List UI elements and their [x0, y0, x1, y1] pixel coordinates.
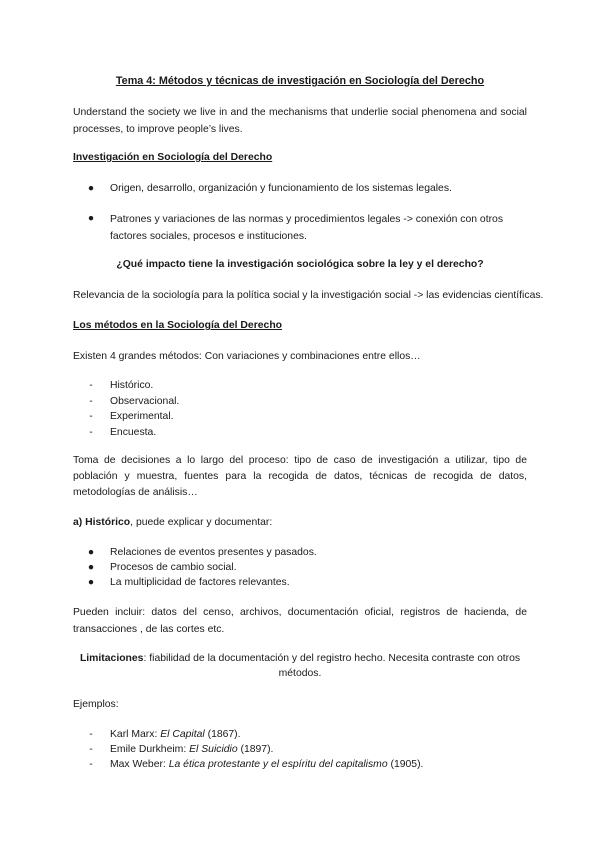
example-year: (1905).	[387, 759, 424, 770]
decisions-paragraph: Toma de decisiones a lo largo del proceso: tipo de caso de investigación a utilizar, tipo de población y muestra, fuentes para la recogida de datos, técnicas de recogida de datos, metodologías de análisis…	[73, 455, 527, 498]
dash-marker: -	[89, 380, 93, 391]
example-author: Max Weber:	[110, 759, 169, 770]
dash-marker: -	[89, 427, 93, 438]
example-year: (1897).	[237, 744, 274, 755]
dash-marker: -	[89, 396, 93, 407]
list-item: Origen, desarrollo, organización y funcionamiento de los sistemas legales.	[110, 183, 452, 194]
bullet-icon: ●	[87, 547, 95, 558]
example-work: La ética protestante y el espíritu del capitalismo	[168, 759, 388, 770]
example-item	[110, 757, 423, 773]
dash-marker: -	[89, 744, 93, 755]
list-item: Patrones y variaciones de las normas y procedimientos legales -> conexión con otros factores sociales, procesos e instituciones.	[110, 214, 504, 242]
example-author: Emile Durkheim:	[110, 744, 190, 755]
example-author: Karl Marx:	[110, 729, 161, 740]
example-item	[110, 727, 241, 743]
historico-rest: , puede explicar y documentar:	[130, 517, 273, 528]
example-item	[110, 742, 273, 758]
methods-intro: Existen 4 grandes métodos: Con variaciones y combinaciones entre ellos…	[73, 351, 421, 362]
list-item: La multiplicidad de factores relevantes.	[110, 577, 290, 588]
intro-paragraph: Understand the society we live in and the mechanisms that underlie social phenomena and social processes, to improve people’s lives.	[73, 107, 527, 135]
list-item: Experimental.	[110, 411, 174, 422]
dash-marker: -	[89, 411, 93, 422]
list-item: Procesos de cambio social.	[110, 562, 237, 573]
dash-marker: -	[89, 759, 93, 770]
historico-intro	[73, 515, 527, 531]
bullet-icon: ●	[87, 562, 95, 573]
research-question: ¿Qué impacto tiene la investigación sociológica sobre la ley y el derecho?	[116, 259, 484, 270]
section-heading-metodos: Los métodos en la Sociología del Derecho	[73, 320, 283, 331]
include-paragraph: Pueden incluir: datos del censo, archivos, documentación oficial, registros de hacienda, de transacciones , de las cortes etc.	[73, 607, 527, 635]
example-work: El Suicidio	[189, 744, 238, 755]
bullet-icon: ●	[87, 213, 95, 224]
list-item: Encuesta.	[110, 427, 157, 438]
limitations-line2: métodos.	[278, 668, 322, 679]
dash-marker: -	[89, 729, 93, 740]
limitations-label: Limitaciones	[79, 653, 144, 664]
historico-label: a) Histórico	[73, 517, 131, 528]
examples-label: Ejemplos:	[73, 699, 119, 710]
section-heading-investigacion: Investigación en Sociología del Derecho	[73, 152, 273, 163]
limitations-line1	[73, 651, 527, 667]
limitations-rest: : fiabilidad de la documentación y del registro hecho. Necesita contraste con otros	[143, 653, 521, 664]
list-item: Histórico.	[110, 380, 154, 391]
bullet-icon: ●	[87, 577, 95, 588]
relevance-paragraph: Relevancia de la sociología para la política social y la investigación social -> las evidencias científicas.	[73, 290, 544, 301]
example-year: (1867).	[204, 729, 241, 740]
example-work: El Capital	[160, 729, 205, 740]
page-title: Tema 4: Métodos y técnicas de investigación en Sociología del Derecho	[115, 75, 485, 87]
list-item: Relaciones de eventos presentes y pasados.	[110, 547, 317, 558]
bullet-icon: ●	[87, 183, 95, 194]
list-item: Observacional.	[110, 396, 180, 407]
